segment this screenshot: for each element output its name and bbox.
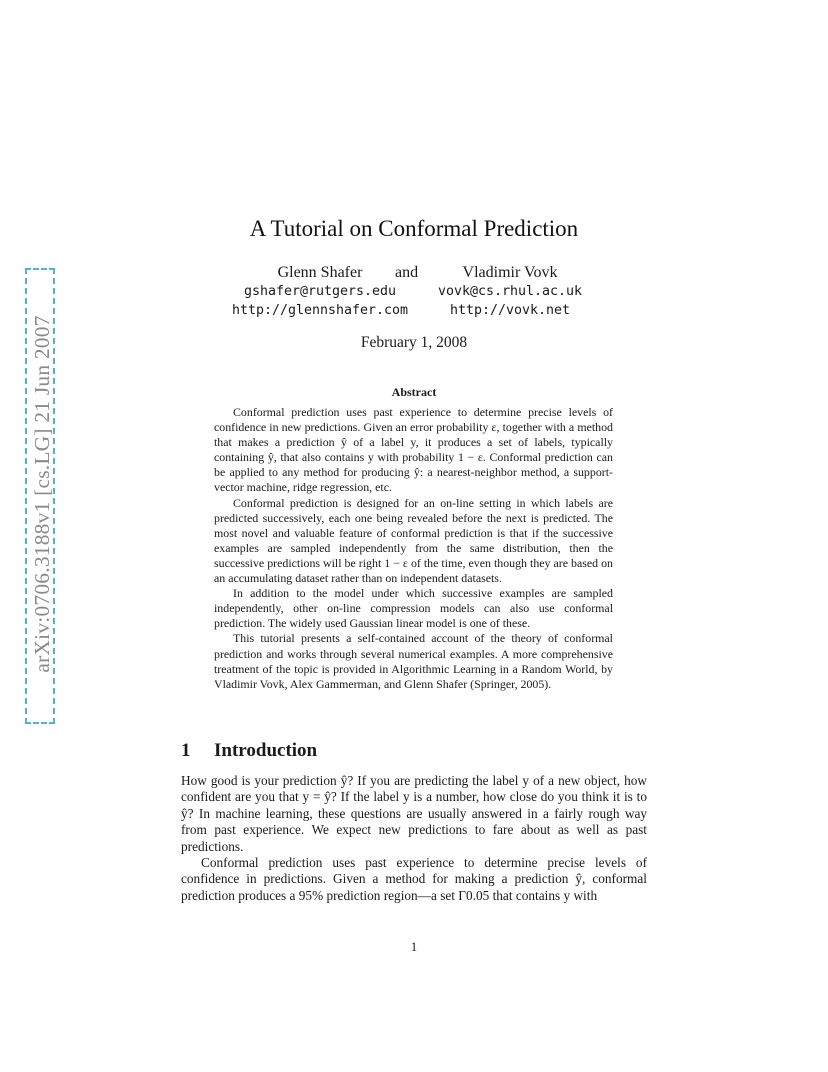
- author-separator: and: [395, 264, 419, 281]
- abstract-paragraph: In addition to the model under which successive examples are sampled independently, other on-line compression models can also use conformal prediction. The widely used Gaussian linear model is one of these.: [214, 586, 613, 631]
- author-url-1[interactable]: http://glennshafer.com: [231, 303, 409, 318]
- author-block: [220, 263, 600, 320]
- body-paragraph: How good is your prediction ŷ? If you are predicting the label y of a new object, how confident are you that y = ŷ? If the label y is a number, how close do you think it is to ŷ? In machine learning, these questions are usually answered in a fairly rough way from past experience. We expect new predictions to fare about as well as past predictions.: [181, 773, 647, 854]
- abstract-paragraph: This tutorial presents a self-contained account of the theory of conformal prediction and works through several numerical examples. A more comprehensive treatment of the topic is provided in Algorithmic Learning in a Random World, by Vladimir Vovk, Alex Gammerman, and Glenn Shafer (Springer, 2005).: [214, 631, 613, 691]
- abstract-heading: Abstract: [391, 385, 437, 399]
- author-name-1: Glenn Shafer: [277, 263, 363, 281]
- author-name-2: Vladimir Vovk: [462, 263, 558, 281]
- author-email-2[interactable]: vovk@cs.rhul.ac.uk: [437, 284, 583, 299]
- author-email-1[interactable]: gshafer@rutgers.edu: [243, 284, 397, 299]
- section-heading: [181, 740, 317, 762]
- arxiv-identifier[interactable]: arXiv:0706.3188v1 [cs.LG] 21 Jun 2007: [30, 315, 54, 673]
- section-body: [181, 773, 647, 904]
- section-number: 1: [181, 740, 191, 761]
- paper-title: A Tutorial on Conformal Prediction: [249, 216, 579, 241]
- section-title: Introduction: [214, 740, 318, 761]
- abstract-paragraph: Conformal prediction uses past experience to determine precise levels of confidence in new predictions. Given an error probability ε, together with a method that makes a prediction ŷ of a label y, it produces a set of labels, typically containing ŷ, that also contains y with probability 1 − ε. Conformal prediction can be applied to any method for producing ŷ: a nearest-neighbor method, a support-vector machine, ridge regression, etc.: [214, 405, 613, 495]
- author-url-2[interactable]: http://vovk.net: [449, 303, 571, 318]
- body-paragraph: Conformal prediction uses past experience to determine precise levels of confidence in predictions. Given a method for making a prediction ŷ, conformal prediction produces a 95% prediction region—a set Γ0.05 that contains y with: [181, 855, 647, 903]
- page-number: 1: [410, 939, 418, 954]
- paper-date: February 1, 2008: [360, 334, 468, 351]
- abstract-paragraph: Conformal prediction is designed for an on-line setting in which labels are predicted successively, each one being revealed before the next is predicted. The most novel and valuable feature of conformal prediction is that if the successive examples are sampled independently from the same distribution, then the successive predictions will be right 1 − ε of the time, even though they are based on an accumulating dataset rather than on independent datasets.: [214, 495, 613, 586]
- abstract-body: [214, 405, 613, 692]
